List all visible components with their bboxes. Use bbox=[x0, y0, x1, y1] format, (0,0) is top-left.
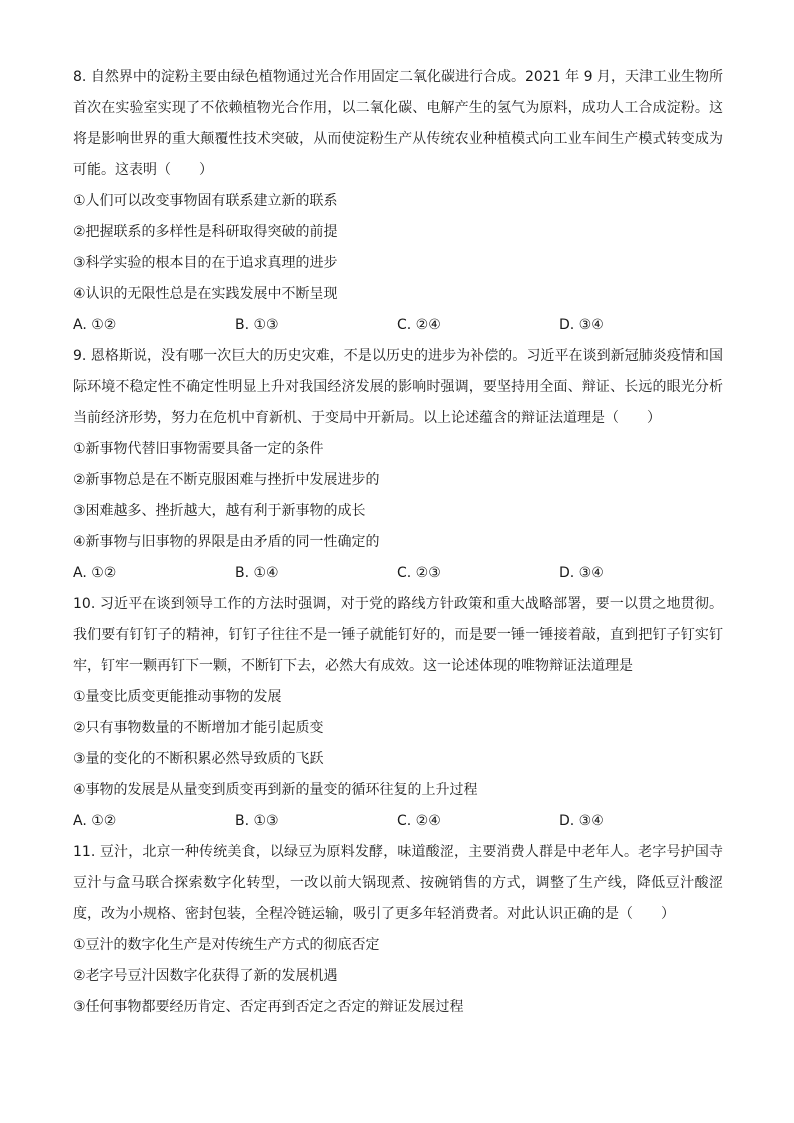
statement-4: ④新事物与旧事物的界限是由矛盾的同一性确定的 bbox=[73, 534, 380, 550]
question-stem: 9. 恩格斯说，没有哪一次巨大的历史灾难，不是以历史的进步为补偿的。习近平在谈到新冠肺炎疫情和国际环境不稳定性不确定性明显上升对我国经济发展的影响时强调，要坚持用全面、辩证、长远的眼光分析当前经济形势，努力在危机中育新机、于变局中开新局。以上论述蕴含的辩证法道理是（ ） bbox=[73, 348, 723, 426]
choice-b[interactable]: B. ①③ bbox=[235, 317, 279, 333]
statement-3: ③困难越多、挫折越大，越有利于新事物的成长 bbox=[73, 503, 366, 519]
statement-3: ③量的变化的不断积累必然导致质的飞跃 bbox=[73, 751, 324, 767]
choice-a[interactable]: A. ①② bbox=[73, 813, 117, 829]
statement-1: ①人们可以改变事物固有联系建立新的联系 bbox=[73, 193, 338, 209]
statement-2: ②老字号豆汁因数字化获得了新的发展机遇 bbox=[73, 968, 338, 984]
choice-d[interactable]: D. ③④ bbox=[559, 813, 604, 829]
choice-c[interactable]: C. ②③ bbox=[397, 565, 441, 581]
statement-1: ①豆汁的数字化生产是对传统生产方式的彻底否定 bbox=[73, 937, 380, 953]
question-10 bbox=[73, 589, 723, 837]
statement-2: ②把握联系的多样性是科研取得突破的前提 bbox=[73, 224, 338, 240]
choice-b[interactable]: B. ①④ bbox=[235, 565, 279, 581]
statement-2: ②新事物总是在不断克服困难与挫折中发展进步的 bbox=[73, 472, 380, 488]
answer-choices bbox=[73, 558, 723, 589]
question-stem: 11. 豆汁，北京一种传统美食，以绿豆为原料发酵，味道酸涩，主要消费人群是中老年人。老字号护国寺豆汁与盒马联合探索数字化转型，一改以前大锅现煮、按碗销售的方式，调整了生产线，降低豆汁酸涩度，改为小规格、密封包装，全程冷链运输，吸引了更多年轻消费者。对此认识正确的是（ ） bbox=[73, 844, 723, 922]
question-11 bbox=[73, 837, 723, 1023]
choice-b[interactable]: B. ①③ bbox=[235, 813, 279, 829]
choice-c[interactable]: C. ②④ bbox=[397, 317, 441, 333]
statement-1: ①量变比质变更能推动事物的发展 bbox=[73, 689, 282, 705]
question-list bbox=[73, 62, 723, 1023]
question-9 bbox=[73, 341, 723, 589]
statement-4: ④认识的无限性总是在实践发展中不断呈现 bbox=[73, 286, 338, 302]
question-8 bbox=[73, 62, 723, 341]
statement-3: ③科学实验的根本目的在于追求真理的进步 bbox=[73, 255, 338, 271]
choice-a[interactable]: A. ①② bbox=[73, 565, 117, 581]
answer-choices bbox=[73, 806, 723, 837]
choice-d[interactable]: D. ③④ bbox=[559, 565, 604, 581]
question-stem: 10. 习近平在谈到领导工作的方法时强调，对于党的路线方针政策和重大战略部署，要一以贯之地贯彻。我们要有钉钉子的精神，钉钉子往往不是一锤子就能钉好的，而是要一锤一锤接着敲，直到把钉子钉实钉牢，钉牢一颗再钉下一颗，不断钉下去，必然大有成效。这一论述体现的唯物辩证法道理是 bbox=[73, 596, 723, 674]
answer-choices bbox=[73, 310, 723, 341]
question-stem: 8. 自然界中的淀粉主要由绿色植物通过光合作用固定二氧化碳进行合成。2021 年 9 月，天津工业生物所首次在实验室实现了不依赖植物光合作用，以二氧化碳、电解产生的氢气为原料，成功人工合成淀粉。这将是影响世界的重大颠覆性技术突破，从而使淀粉生产从传统农业种植模式向工业车间生产模式转变成为可能。这表明（ ） bbox=[73, 69, 723, 178]
choice-c[interactable]: C. ②④ bbox=[397, 813, 441, 829]
choice-a[interactable]: A. ①② bbox=[73, 317, 117, 333]
statement-1: ①新事物代替旧事物需要具备一定的条件 bbox=[73, 441, 324, 457]
statement-2: ②只有事物数量的不断增加才能引起质变 bbox=[73, 720, 324, 736]
choice-d[interactable]: D. ③④ bbox=[559, 317, 604, 333]
statement-3: ③任何事物都要经历肯定、否定再到否定之否定的辩证发展过程 bbox=[73, 999, 464, 1015]
statement-4: ④事物的发展是从量变到质变再到新的量变的循环往复的上升过程 bbox=[73, 782, 478, 798]
